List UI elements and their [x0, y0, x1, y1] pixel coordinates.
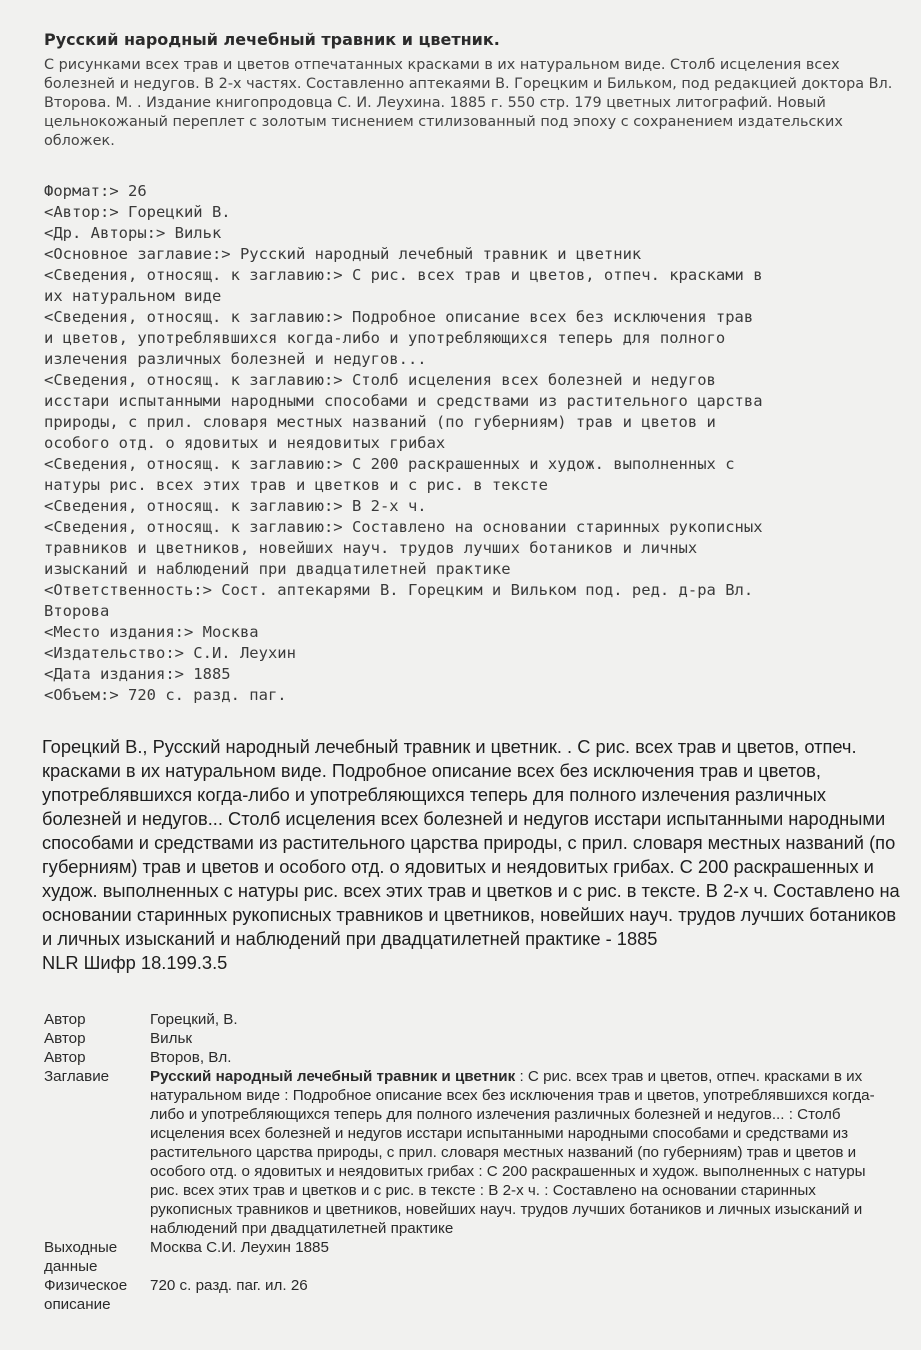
listing-header — [44, 30, 894, 151]
title-rest: : С рис. всех трав и цветов, отпеч. красками в их натуральном виде : Подробное описание всех без исключения трав и цветов, употреблявшихся когда-либо и употребляющихся теперь для полного излечения различных болезней и недугов... : Столб исцеления всех болезней и недугов исстари испытанными народными способами и средствами из растительного царства природы, с прил. словаря местных названий (по губерниям) трав и цветов и особого отд. о ядовитых и неядовитых грибах : С 200 раскрашенных и худож. выполненных с натуры рис. всех этих трав и цветков и с рис. в тексте : В 2-х ч. : Составлено на основании старинных рукописных травников и цветников, новейших науч. трудов лучших ботаников и личных изысканий и наблюдений при двадцатилетней практике — [150, 1068, 875, 1237]
record-line: Второва — [44, 602, 110, 620]
physical-label-line: описание — [44, 1296, 111, 1313]
catalog-row-author — [44, 1029, 904, 1048]
title-main: Русский народный лечебный травник и цветник — [150, 1068, 516, 1085]
shelfmark: NLR Шифр 18.199.3.5 — [42, 952, 228, 973]
record-line: <Сведения, относящ. к заглавию:> Столб исцеления всех болезней и недугов — [44, 371, 716, 389]
author-label: Автор — [44, 1030, 86, 1047]
imprint-label-line: данные — [44, 1258, 98, 1275]
imprint-value: Москва С.И. Леухин 1885 — [150, 1239, 329, 1256]
imprint-label — [44, 1238, 150, 1276]
physical-label-line: Физическое — [44, 1277, 128, 1294]
record-line: <Место издания:> Москва — [44, 623, 259, 641]
record-line: травников и цветников, новейших науч. трудов лучших ботаников и личных — [44, 539, 698, 557]
title-label: Заглавие — [44, 1068, 110, 1085]
record-line: <Сведения, относящ. к заглавию:> В 2-х ч. — [44, 497, 427, 515]
author-label: Автор — [44, 1049, 86, 1066]
marc-record — [44, 181, 904, 706]
record-line: и цветов, употреблявшихся когда-либо и употребляющихся теперь для полного — [44, 329, 726, 347]
record-line: Формат:> 26 — [44, 182, 147, 200]
catalog-row-author — [44, 1010, 904, 1029]
catalog-row-physical — [44, 1276, 904, 1314]
physical-label — [44, 1276, 150, 1314]
record-line: <Сведения, относящ. к заглавию:> Подробное описание всех без исключения трав — [44, 308, 754, 326]
record-line: <Др. Авторы:> Вильк — [44, 224, 222, 242]
record-line: природы, с прил. словаря местных названий (по губерниям) трав и цветов и — [44, 413, 716, 431]
catalog-card — [44, 1010, 904, 1314]
record-line: <Ответственность:> Сост. аптекарями В. Горецким и Вильком под. ред. д-ра Вл. — [44, 581, 754, 599]
record-line: натуры рис. всех этих трав и цветков и с рис. в тексте — [44, 476, 548, 494]
record-line: <Основное заглавие:> Русский народный лечебный травник и цветник — [44, 245, 642, 263]
physical-value: 720 с. разд. паг. ил. 26 — [150, 1277, 308, 1294]
author-value: Вильк — [150, 1030, 193, 1047]
record-line: <Сведения, относящ. к заглавию:> С рис. всех трав и цветов, отпеч. красками в — [44, 266, 763, 284]
title-value — [150, 1067, 895, 1238]
record-line: <Дата издания:> 1885 — [44, 665, 231, 683]
citation-text: Горецкий В., Русский народный лечебный травник и цветник. . С рис. всех трав и цветов, отпеч. красками в их натуральном виде. Подробное описание всех без исключения трав и цветов, употреблявшихся когда-либо и употребляющихся теперь для полного излечения различных болезней и недугов... Столб исцеления всех болезней и недугов исстари испытанными народными способами и средствами из растительного царства природы, с прил. словаря местных названий (по губерниям) трав и цветов и особого отд. о ядовитых и неядовитых грибах. С 200 раскрашенных и худож. выполненных с натуры рис. всех этих трав и цветков и с рис. в тексте. В 2-х ч. Составлено на основании старинных рукописных травников и цветников, новейших науч. трудов лучших ботаников и личных изысканий и наблюдений при двадцатилетней практике - 1885 — [42, 736, 900, 949]
record-line: <Автор:> Горецкий В. — [44, 203, 231, 221]
citation-block — [42, 735, 904, 975]
author-value: Второв, Вл. — [150, 1049, 232, 1066]
book-title: Русский народный лечебный травник и цветник. — [44, 30, 500, 49]
catalog-row-author — [44, 1048, 904, 1067]
imprint-label-line: Выходные — [44, 1239, 118, 1256]
record-line: <Объем:> 720 с. разд. паг. — [44, 686, 287, 704]
author-label: Автор — [44, 1011, 86, 1028]
record-line: <Сведения, относящ. к заглавию:> Составлено на основании старинных рукописных — [44, 518, 763, 536]
record-line: исстари испытанными народными способами и средствами из растительного царства — [44, 392, 763, 410]
record-line: особого отд. о ядовитых и неядовитых грибах — [44, 434, 446, 452]
record-line: <Издательство:> С.И. Леухин — [44, 644, 296, 662]
record-line: <Сведения, относящ. к заглавию:> С 200 раскрашенных и худож. выполненных с — [44, 455, 735, 473]
book-description: С рисунками всех трав и цветов отпечатанных красками в их натуральном виде. Столб исцеления всех болезней и недугов. В 2-х частях. Составленно аптекаями В. Горецким и Бильком, под редакцией доктора Вл. Второва. М. . Издание книгопродовца С. И. Леухина. 1885 г. 550 стр. 179 цветных литографий. Новый цельнокожаный переплет с золотым тиснением стилизованный под эпоху с сохранением издательских обложек. — [44, 57, 893, 149]
author-value: Горецкий, В. — [150, 1011, 238, 1028]
catalog-row-title — [44, 1067, 904, 1238]
record-line: их натуральном виде — [44, 287, 222, 305]
catalog-row-imprint — [44, 1238, 904, 1276]
record-line: излечения различных болезней и недугов... — [44, 350, 427, 368]
record-line: изысканий и наблюдений при двадцатилетней практике — [44, 560, 511, 578]
